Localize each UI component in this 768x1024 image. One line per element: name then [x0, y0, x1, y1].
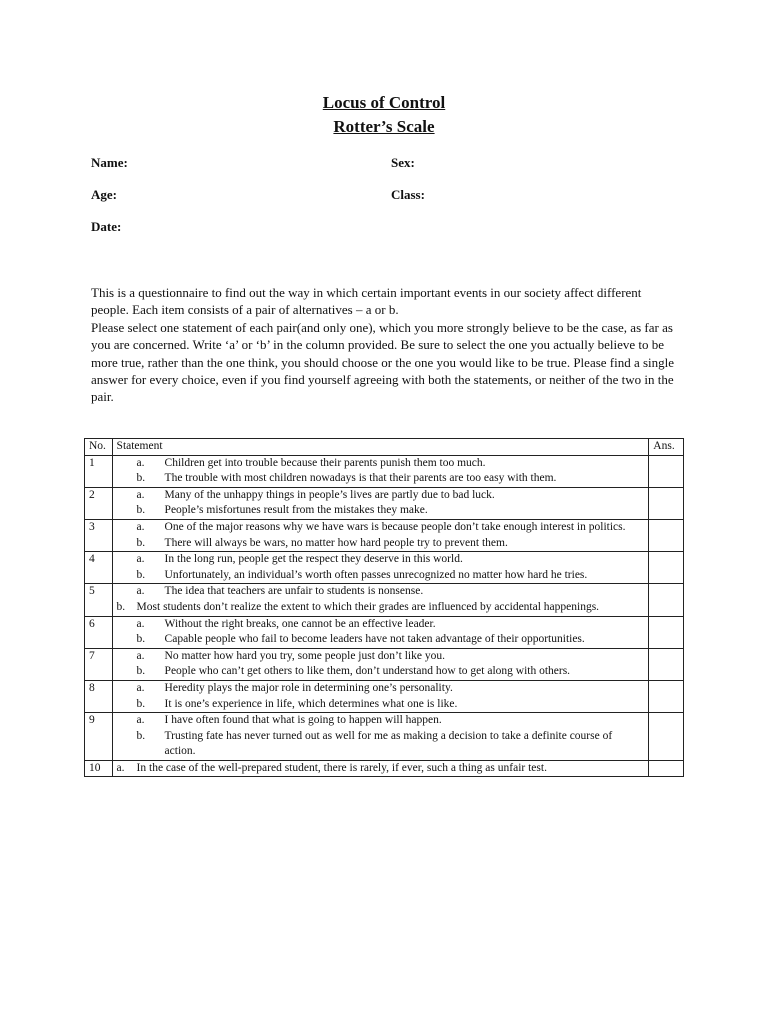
option-letter: a. [136, 520, 145, 533]
item-number: 2 [85, 487, 113, 519]
header-no: No. [85, 439, 113, 456]
option-letter: b. [136, 633, 146, 646]
option-letter: b. [136, 536, 146, 549]
sex-field-label: Sex: [391, 155, 415, 170]
option-a [117, 761, 649, 777]
item-statements [112, 519, 649, 551]
item-statements [112, 455, 649, 487]
option-text: Without the right breaks, one cannot be an effective leader. [164, 617, 436, 630]
option-b [117, 600, 649, 616]
document-subtitle: Rotter’s Scale [333, 117, 435, 136]
item-statements [112, 584, 649, 616]
name-field-label: Name: [91, 155, 128, 170]
item-number: 9 [85, 713, 113, 761]
option-text: Trusting fate has never turned out as well for me as making a decision to take a definite course of action. [164, 729, 613, 758]
table-header-row [85, 439, 684, 456]
item-number: 8 [85, 680, 113, 712]
item-statements [112, 760, 649, 777]
option-letter: a. [136, 488, 145, 501]
item-number: 3 [85, 519, 113, 551]
option-text: People’s misfortunes result from the mistakes they make. [164, 504, 428, 517]
answer-cell[interactable] [649, 713, 684, 761]
instructions-paragraph-1: This is a questionnaire to find out the way in which certain important events in our society affect different people. Each item consists of a pair of alternatives – a or b. [91, 285, 642, 318]
answer-cell[interactable] [649, 680, 684, 712]
option-text: No matter how hard you try, some people just don’t like you. [164, 649, 445, 662]
item-statements [112, 616, 649, 648]
option-text: The trouble with most children nowadays is that their parents are too easy with them. [164, 472, 557, 485]
option-letter: b. [136, 665, 146, 678]
item-statements [112, 648, 649, 680]
option-letter: a. [136, 617, 145, 630]
option-b [137, 729, 649, 760]
answer-cell[interactable] [649, 760, 684, 777]
date-field-label: Date: [91, 219, 122, 234]
table-row [85, 713, 684, 761]
table-row [85, 648, 684, 680]
option-text: Capable people who fail to become leaders have not taken advantage of their opportunities. [164, 633, 585, 646]
age-field-label: Age: [91, 187, 117, 202]
answer-cell[interactable] [649, 648, 684, 680]
option-b [137, 664, 649, 680]
answer-cell[interactable] [649, 487, 684, 519]
option-a [137, 584, 649, 600]
option-a [137, 488, 649, 504]
option-text: The idea that teachers are unfair to students is nonsense. [164, 585, 424, 598]
option-text: Most students don’t realize the extent to which their grades are influenced by accidental happenings. [136, 600, 600, 613]
option-b [137, 697, 649, 713]
option-a [137, 681, 649, 697]
option-text: Many of the unhappy things in people’s lives are partly due to bad luck. [164, 488, 495, 501]
option-letter: a. [136, 681, 145, 694]
table-row [85, 552, 684, 584]
option-letter: a. [136, 649, 145, 662]
item-number: 10 [85, 760, 113, 777]
option-a [137, 552, 649, 568]
option-b [137, 632, 649, 648]
item-number: 7 [85, 648, 113, 680]
option-text: Heredity plays the major role in determining one’s personality. [164, 681, 453, 694]
option-letter: b. [136, 504, 146, 517]
option-text: Unfortunately, an individual’s worth often passes unrecognized no matter how hard he tries. [164, 568, 588, 581]
option-a [137, 520, 649, 536]
option-text: One of the major reasons why we have wars is because people don’t take enough interest in politics. [164, 520, 626, 533]
option-letter: b. [116, 600, 126, 613]
option-letter: b. [136, 472, 146, 485]
option-a [137, 649, 649, 665]
option-b [137, 503, 649, 519]
answer-cell[interactable] [649, 552, 684, 584]
option-text: Children get into trouble because their parents punish them too much. [164, 456, 486, 469]
option-b [137, 568, 649, 584]
table-row [85, 680, 684, 712]
table-row [85, 455, 684, 487]
option-text: It is one’s experience in life, which determines what one is like. [164, 697, 458, 710]
instructions-paragraph-2: Please select one statement of each pair(and only one), which you more strongly believe to be the case, as far as you are concerned. Write ‘a’ or ‘b’ in the column provided. Be sure to select the one you actually believe to be more true, rather than the one think, you should choose or the one you would like to be true. Please find a single answer for every choice, even if you find yourself agreeing with both the statements, or neither of the two in the pair. [91, 319, 675, 405]
option-letter: b. [136, 568, 146, 581]
option-text: People who can’t get others to like them, don’t understand how to get along with others. [164, 665, 571, 678]
item-statements [112, 487, 649, 519]
item-number: 5 [85, 584, 113, 616]
table-row [85, 519, 684, 551]
header-answer: Ans. [649, 439, 684, 456]
option-letter: b. [136, 697, 146, 710]
option-b [137, 536, 649, 552]
option-a [137, 456, 649, 472]
item-statements [112, 680, 649, 712]
option-letter: a. [116, 761, 125, 774]
answer-cell[interactable] [649, 455, 684, 487]
option-letter: a. [136, 585, 145, 598]
table-row [85, 616, 684, 648]
answer-cell[interactable] [649, 519, 684, 551]
item-number: 4 [85, 552, 113, 584]
option-letter: a. [136, 456, 145, 469]
questionnaire-table [84, 438, 684, 777]
option-text: There will always be wars, no matter how hard people try to prevent them. [164, 536, 508, 549]
answer-cell[interactable] [649, 584, 684, 616]
option-a [137, 713, 649, 729]
class-field-label: Class: [391, 187, 425, 202]
option-text: In the long run, people get the respect they deserve in this world. [164, 553, 463, 566]
item-statements [112, 552, 649, 584]
option-text: I have often found that what is going to happen will happen. [164, 714, 442, 727]
option-letter: b. [136, 729, 146, 742]
option-text: In the case of the well-prepared student, there is rarely, if ever, such a thing as unfair test. [136, 761, 547, 774]
table-row [85, 487, 684, 519]
instructions [91, 284, 681, 406]
option-letter: a. [136, 553, 145, 566]
table-row [85, 584, 684, 616]
item-number: 1 [85, 455, 113, 487]
option-a [137, 617, 649, 633]
document-title: Locus of Control [322, 93, 446, 112]
item-number: 6 [85, 616, 113, 648]
answer-cell[interactable] [649, 616, 684, 648]
option-letter: a. [136, 714, 145, 727]
item-statements [112, 713, 649, 761]
header-statement: Statement [112, 439, 649, 456]
table-row [85, 760, 684, 777]
option-b [137, 471, 649, 487]
